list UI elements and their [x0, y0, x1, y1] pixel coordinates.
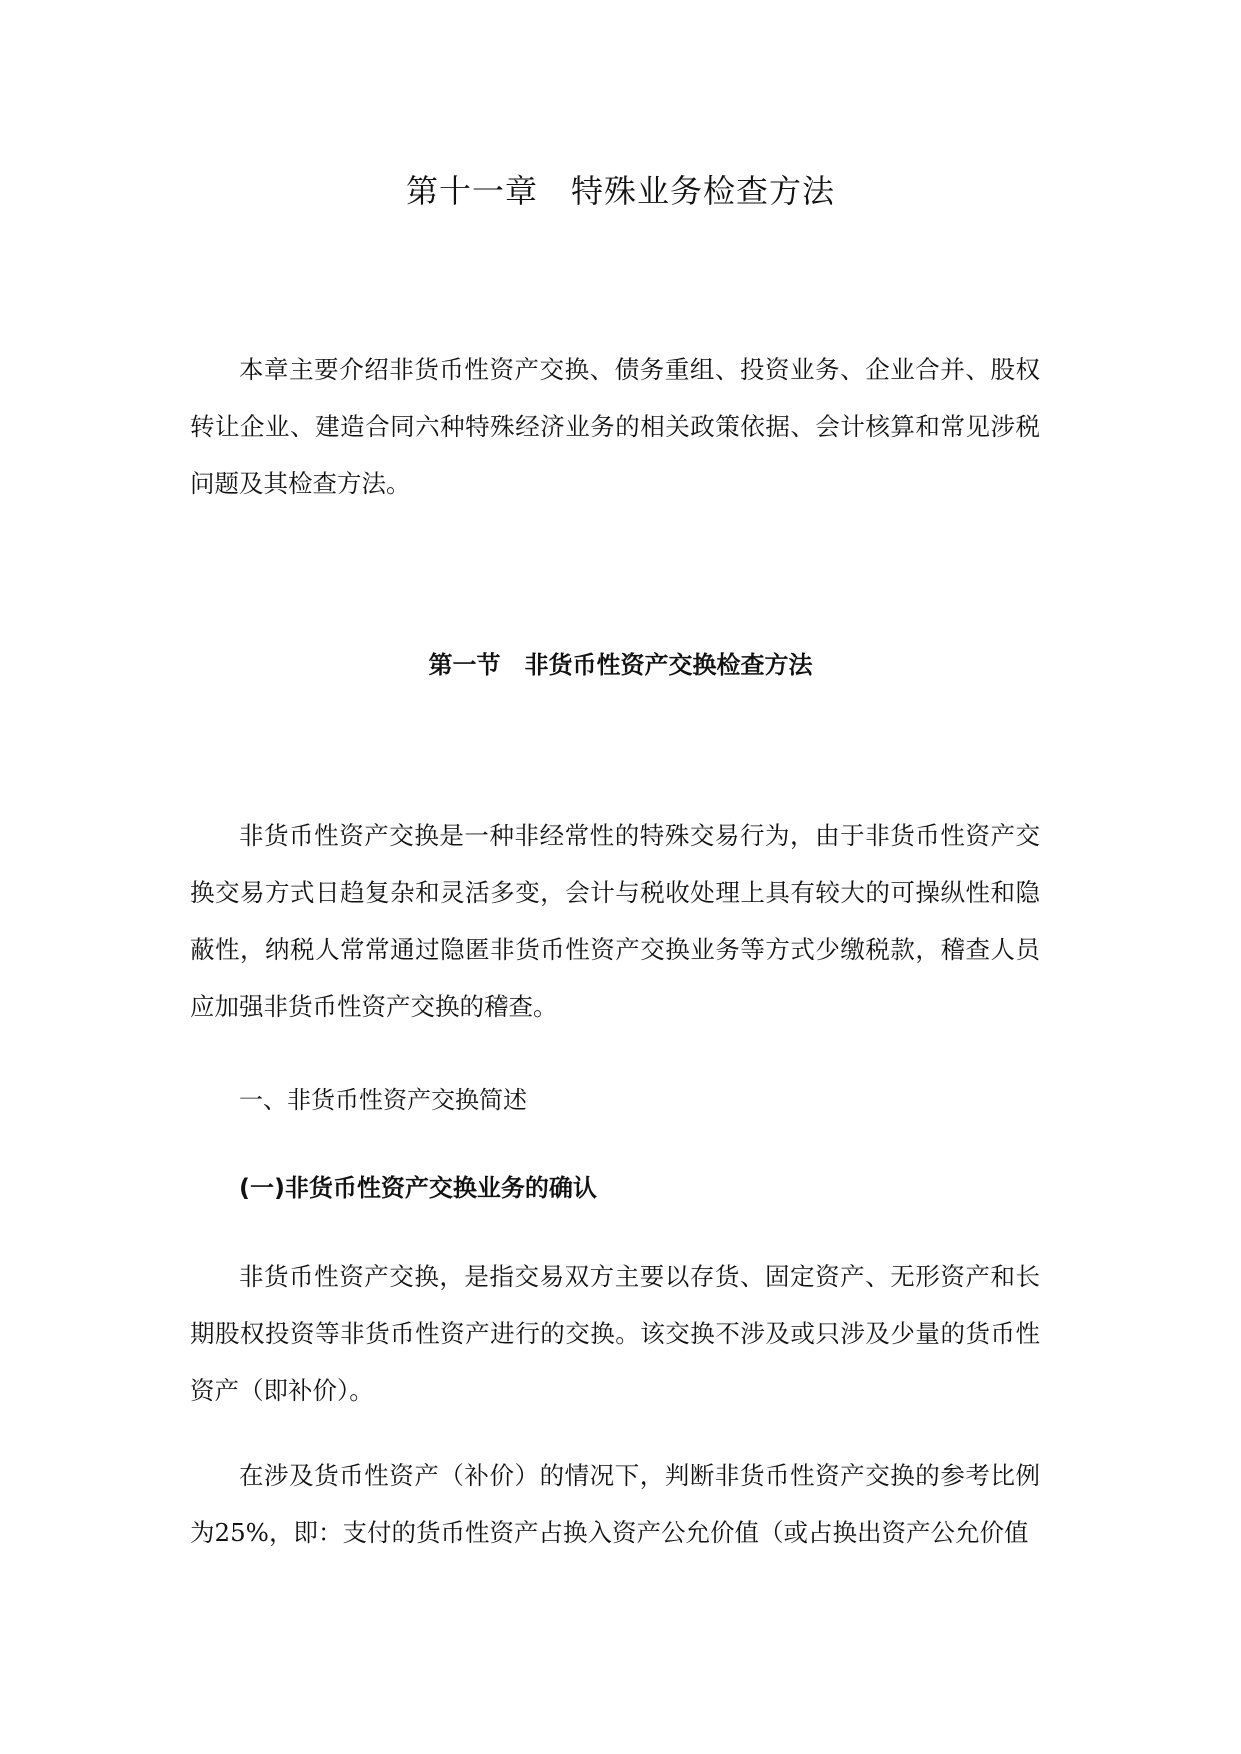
ratio-paragraph: 在涉及货币性资产（补价）的情况下，判断非货币性资产交换的参考比例为25%，即：支付的货币性资产占换入资产公允价值（或占换出资产公允价值 — [190, 1461, 1040, 1547]
heading-level-1: 一、非货币性资产交换简述 — [239, 1086, 527, 1114]
heading-level-2: (一)非货币性资产交换业务的确认 — [239, 1174, 597, 1202]
intro-paragraph: 本章主要介绍非货币性资产交换、债务重组、投资业务、企业合并、股权转让企业、建造合同六种特殊经济业务的相关政策依据、会计核算和常见涉税问题及其检查方法。 — [190, 355, 1040, 498]
chapter-title: 第十一章 特殊业务检查方法 — [405, 172, 835, 210]
definition-paragraph: 非货币性资产交换，是指交易双方主要以存货、固定资产、无形资产和长期股权投资等非货币性资产进行的交换。该交换不涉及或只涉及少量的货币性资产（即补价）。 — [190, 1262, 1040, 1405]
overview-paragraph: 非货币性资产交换是一种非经常性的特殊交易行为，由于非货币性资产交换交易方式日趋复杂和灵活多变，会计与税收处理上具有较大的可操纵性和隐蔽性，纳税人常常通过隐匿非货币性资产交换业务等方式少缴税款，稽查人员应加强非货币性资产交换的稽查。 — [190, 821, 1040, 1021]
section-title: 第一节 非货币性资产交换检查方法 — [428, 651, 813, 679]
